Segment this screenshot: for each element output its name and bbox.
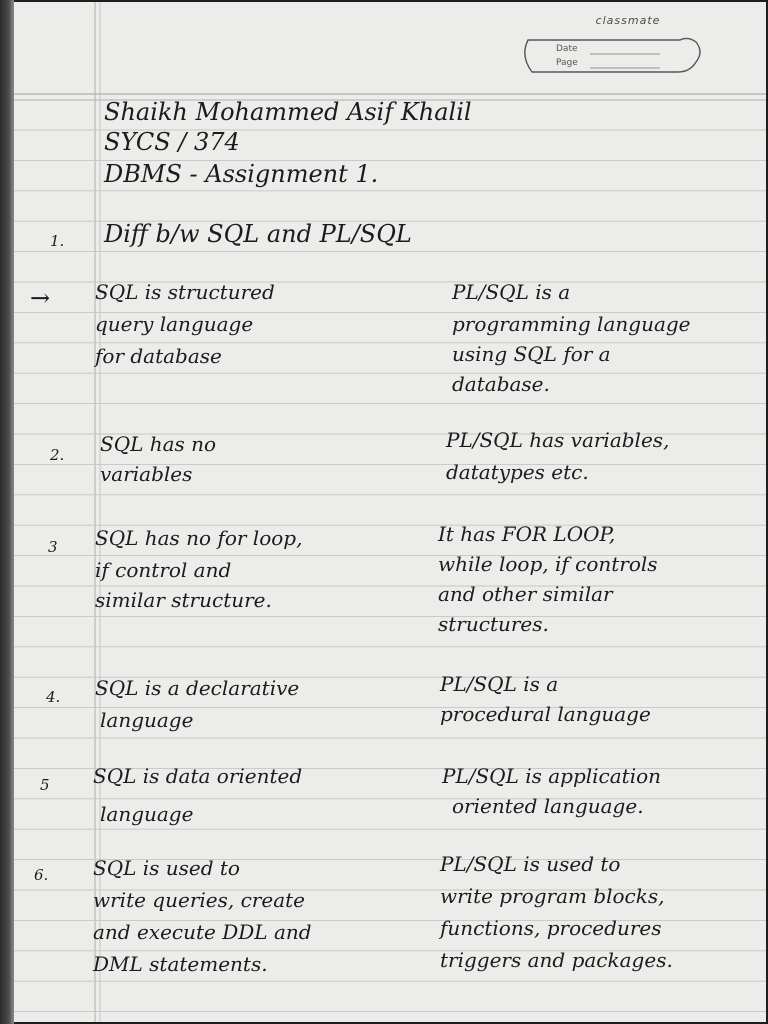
question-number: 1.: [50, 232, 65, 250]
plsql-point-6-line-2: write program blocks,: [440, 884, 665, 908]
notebook-binding: [0, 0, 14, 1024]
sql-point-5-line-1: SQL is data oriented: [93, 764, 303, 788]
date-page-box: [510, 18, 710, 80]
plsql-point-1-line-1: PL/SQL is a: [452, 280, 571, 304]
sql-point-4-line-1: SQL is a declarative: [95, 676, 300, 700]
sql-point-3-line-1: SQL has no for loop,: [95, 526, 303, 550]
sql-point-1-line-2: query language: [95, 312, 254, 336]
plsql-point-4-line-1: PL/SQL is a: [440, 672, 559, 696]
plsql-point-6-line-4: triggers and packages.: [440, 948, 673, 972]
assignment-title: DBMS - Assignment 1.: [104, 160, 379, 188]
sql-point-2-line-2: variables: [100, 462, 193, 486]
plsql-point-1-line-4: database.: [452, 372, 550, 396]
student-name: Shaikh Mohammed Asif Khalil: [104, 98, 472, 126]
plsql-point-3-line-2: while loop, if controls: [438, 552, 658, 576]
plsql-point-6-line-1: PL/SQL is used to: [440, 852, 621, 876]
class-roll: SYCS / 374: [104, 128, 240, 156]
plsql-point-3-line-4: structures.: [438, 612, 549, 636]
plsql-point-1-line-2: programming language: [452, 312, 691, 336]
sql-point-6-line-2: write queries, create: [93, 888, 305, 912]
row-marker-3: 3: [48, 538, 58, 556]
row-marker-5: 5: [40, 776, 50, 794]
sql-point-6-line-4: DML statements.: [93, 952, 268, 976]
sql-point-5-line-2: language: [100, 802, 194, 826]
row-marker-2: 2.: [50, 446, 65, 464]
sql-point-6-line-1: SQL is used to: [93, 856, 240, 880]
row-marker-4: 4.: [46, 688, 61, 706]
question-text: Diff b/w SQL and PL/SQL: [104, 220, 412, 248]
sql-point-2-line-1: SQL has no: [100, 432, 217, 456]
plsql-point-6-line-3: functions, procedures: [440, 916, 662, 940]
plsql-point-5-line-2: oriented language.: [452, 794, 644, 818]
plsql-point-2-line-1: PL/SQL has variables,: [446, 428, 670, 452]
plsql-point-3-line-3: and other similar: [438, 582, 613, 606]
plsql-point-2-line-2: datatypes etc.: [446, 460, 589, 484]
row-marker-6: 6.: [34, 866, 49, 884]
plsql-point-4-line-2: procedural language: [440, 702, 651, 726]
sql-point-1-line-3: for database: [95, 344, 222, 368]
sql-point-1-line-1: SQL is structured: [95, 280, 275, 304]
date-label: Date: [556, 44, 578, 54]
sql-point-3-line-2: if control and: [95, 558, 232, 582]
plsql-point-5-line-1: PL/SQL is application: [442, 764, 662, 788]
plsql-point-3-line-1: It has FOR LOOP,: [438, 522, 616, 546]
page-label: Page: [556, 58, 578, 68]
sql-point-4-line-2: language: [100, 708, 194, 732]
sql-point-6-line-3: and execute DDL and: [93, 920, 312, 944]
plsql-point-1-line-3: using SQL for a: [452, 342, 611, 366]
notebook-brand: classmate: [595, 14, 661, 27]
row-marker-1: →: [30, 284, 51, 312]
sql-point-3-line-3: similar structure.: [95, 588, 272, 612]
